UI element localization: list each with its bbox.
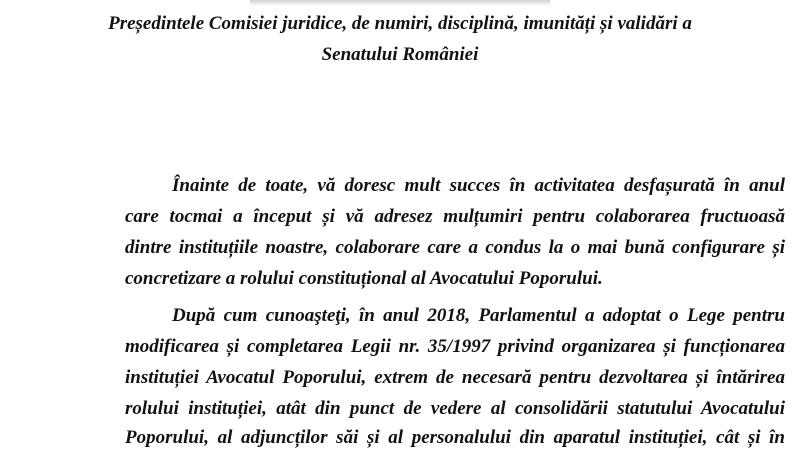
paragraph-2-line-1: După cum cunoaşteţi, în anul 2018, Parlamentul a adoptat o Lege pentru [172,305,785,326]
paragraph-1-line-3: dintre instituțiile noastre, colaborare care a condus la o mai bună configurare și [125,237,785,258]
cropped-previous-line [250,0,550,6]
heading-line-1: Președintele Comisiei juridice, de numiri, disciplină, imunități și validări a [108,13,692,34]
paragraph-2-line-3: instituției Avocatul Poporului, extrem de necesară pentru dezvoltarea și întărirea [125,367,785,388]
paragraph-1-line-4: concretizare a rolului constituțional al Avocatului Poporului. [125,268,603,289]
heading-line-2: Senatului României [321,44,479,65]
paragraph-2-line-5: Poporului, al adjuncților săi și al personalului din aparatul instituției, cât și în [125,427,785,448]
paragraph-2-line-2: modificarea și completarea Legii nr. 35/1997 privind organizarea și funcționarea [125,336,785,357]
paragraph-1-line-2: care tocmai a început și vă adresez mulțumiri pentru colaborarea fructuoasă [125,206,785,227]
paragraph-1-line-1: Înainte de toate, vă doresc mult succes în activitatea desfașurată în anul [172,175,785,196]
paragraph-2-line-4: rolului instituției, atât din punct de vedere al consolidării statutului Avocatului [125,398,785,419]
